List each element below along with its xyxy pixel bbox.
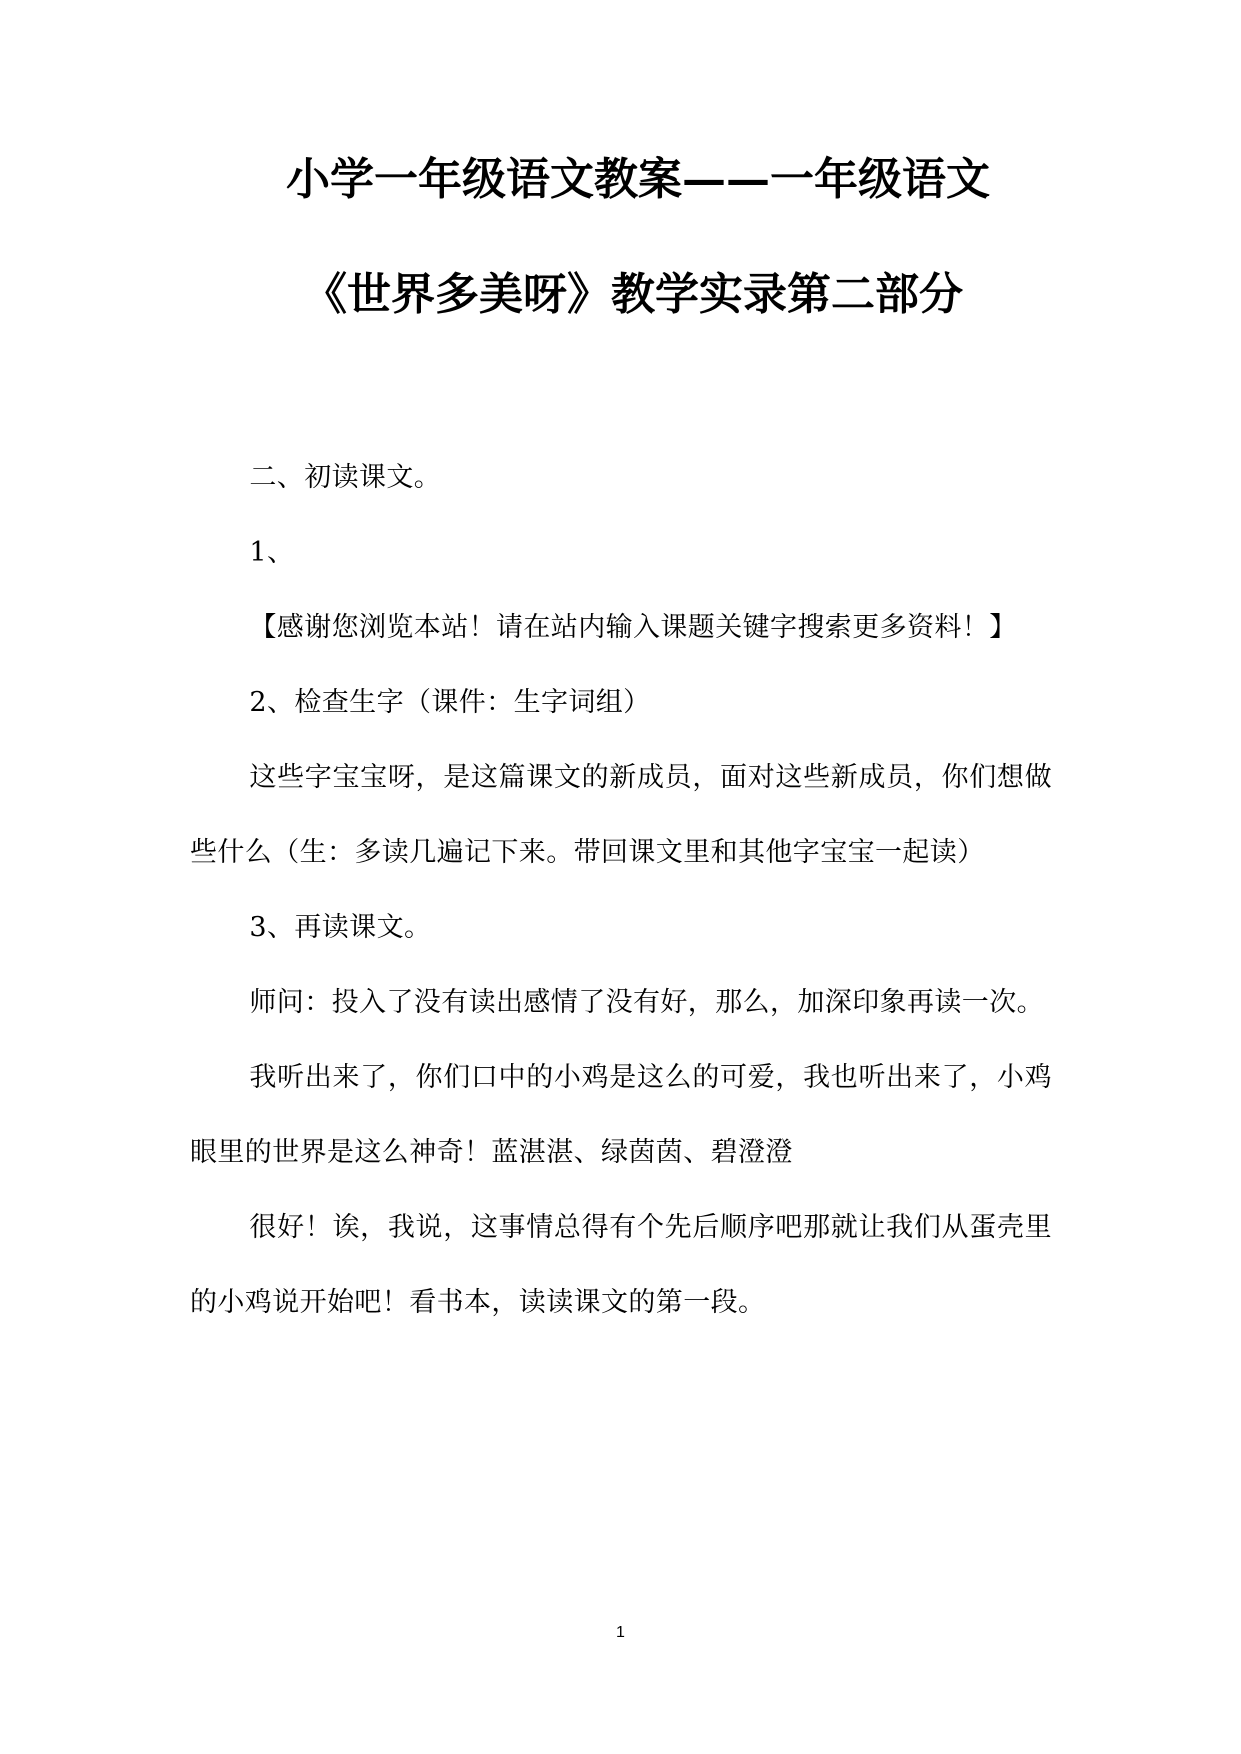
document-title-line-2: 《世界多美呀》教学实录第二部分 — [303, 269, 963, 320]
document-title-line-1: 小学一年级语文教案——一年级语文 — [286, 154, 990, 205]
paragraph-teacher-question: 师问：投入了没有读出感情了没有好，那么，加深印象再读一次。 — [249, 987, 1044, 1018]
document-body — [190, 440, 1052, 1340]
paragraph-new-characters: 这些字宝宝呀，是这篇课文的新成员，面对这些新成员，你们想做些什么（生：多读几遍记下来。带回课文里和其他字宝宝一起读） — [190, 762, 1052, 868]
page-number: 1 — [616, 1624, 625, 1641]
paragraph-section-heading: 二、初读课文。 — [249, 462, 442, 493]
paragraph-step-1: 1、 — [249, 537, 295, 568]
paragraph-step-2: 2、检查生字（课件：生字词组） — [249, 687, 651, 718]
paragraph-step-3: 3、再读课文。 — [249, 912, 432, 943]
paragraph-teacher-feedback: 我听出来了，你们口中的小鸡是这么的可爱，我也听出来了，小鸡眼里的世界是这么神奇！蓝湛湛、绿茵茵、碧澄澄 — [190, 1062, 1052, 1168]
paragraph-site-notice: 【感谢您浏览本站！请在站内输入课题关键字搜索更多资料！】 — [249, 612, 1017, 643]
paragraph-first-section: 很好！诶，我说，这事情总得有个先后顺序吧那就让我们从蛋壳里的小鸡说开始吧！看书本，读读课文的第一段。 — [190, 1212, 1052, 1318]
